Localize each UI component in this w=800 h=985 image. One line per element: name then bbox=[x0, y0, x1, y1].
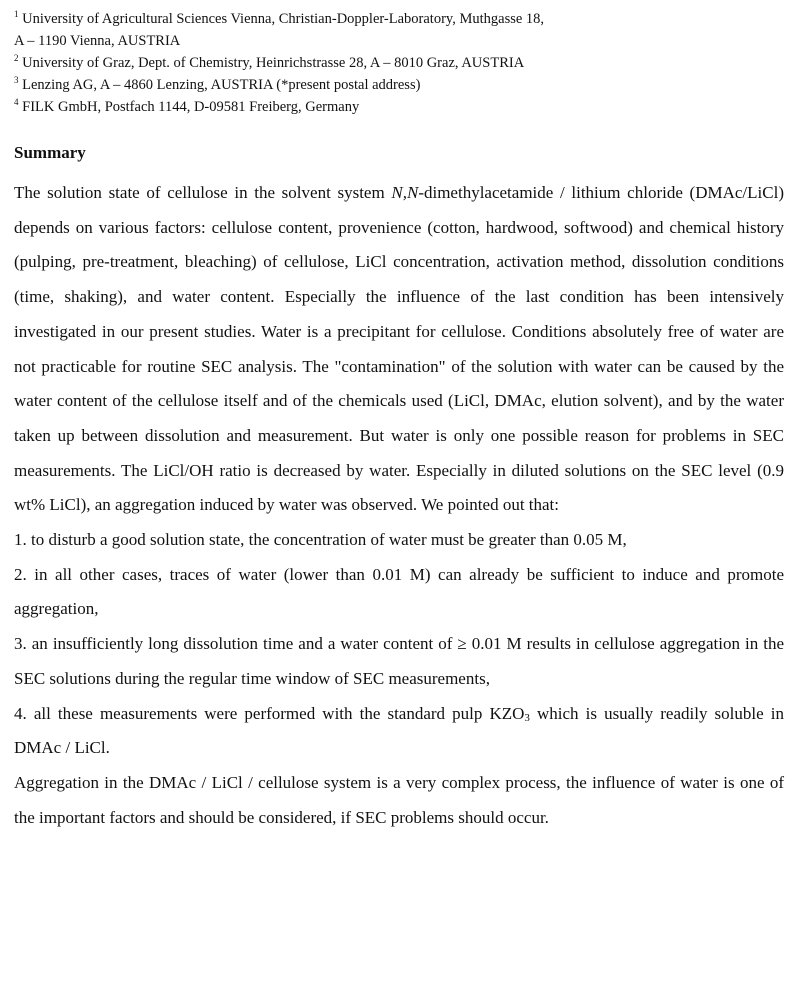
list-item-1 bbox=[14, 523, 784, 558]
list-item-number: 1. bbox=[14, 530, 27, 550]
summary-heading: Summary bbox=[14, 143, 86, 162]
affiliation-text: University of Agricultural Sciences Vienna, Christian-Doppler-Laboratory, Muthgasse 18, bbox=[22, 11, 545, 27]
affiliation-mark: 4 bbox=[14, 97, 19, 107]
list-item-number: 2. bbox=[14, 564, 27, 584]
document-page bbox=[14, 8, 784, 835]
list-item-3 bbox=[14, 627, 784, 696]
affiliation-text: University of Graz, Dept. of Chemistry, Heinrichstrasse 28, A – 8010 Graz, AUSTRIA bbox=[22, 55, 525, 71]
affiliation-2 bbox=[14, 52, 784, 74]
affiliation-4 bbox=[14, 96, 784, 118]
list-item-2 bbox=[14, 558, 784, 627]
affiliation-mark: 2 bbox=[14, 53, 19, 63]
summary-intro-paragraph bbox=[14, 176, 784, 523]
list-item-number: 3. bbox=[14, 634, 27, 654]
summary-closing-paragraph: Aggregation in the DMAc / LiCl / cellulose system is a very complex process, the influence of water is one of the important factors and should be considered, if SEC problems should occur. bbox=[14, 772, 784, 827]
list-item-number: 4. bbox=[14, 703, 27, 723]
list-item-4 bbox=[14, 697, 784, 766]
list-item-text: in all other cases, traces of water (lower than 0.01 M) can already be sufficient to induce and promote aggregation, bbox=[14, 564, 784, 619]
list-item-text: to disturb a good solution state, the concentration of water must be greater than 0.05 M, bbox=[31, 530, 627, 550]
affiliation-1-continued bbox=[14, 30, 784, 52]
affiliation-1 bbox=[14, 8, 784, 30]
affiliation-text: Lenzing AG, A – 4860 Lenzing, AUSTRIA (*present postal address) bbox=[22, 77, 421, 93]
affiliation-3 bbox=[14, 74, 784, 96]
affiliation-mark: 3 bbox=[14, 75, 19, 85]
list-item-text-rest: which is usually readily soluble in DMAc / LiCl. bbox=[14, 703, 784, 758]
intro-text-rest: -dimethylacetamide / lithium chloride (DMAc/LiCl) depends on various factors: cellulose content, provenience (cotton, hardwood, softwood) and chemical history (pulping, pre-treatment, bleaching) of cellulose, LiCl concentration, activation method, dissolution conditions (time, shaking), and water content. Especially the influence of the last condition has been intensively investigated in our present studies. Water is a precipitant for cellulose. Conditions absolutely free of water are not practicable for routine SEC analysis. The "contamination" of the solution with water can be caused by the water content of the cellulose itself and of the chemicals used (LiCl, DMAc, elution solvent), and by the water taken up between dissolution and measurement. But water is only one possible reason for problems in SEC measurements. The LiCl/OH ratio is decreased by water. Especially in diluted solutions on the SEC level (0.9 wt% LiCl), an aggregation induced by water was observed. We pointed out that: bbox=[14, 183, 784, 515]
list-item-text: all these measurements were performed with the standard pulp KZO bbox=[33, 703, 525, 723]
intro-italic-text: N,N bbox=[391, 183, 419, 202]
subscript: 3 bbox=[524, 711, 530, 724]
list-item-text: an insufficiently long dissolution time and a water content of ≥ 0.01 M results in cellulose aggregation in the SEC solutions during the regular time window of SEC measurements, bbox=[14, 634, 784, 688]
affiliation-text: A – 1190 Vienna, AUSTRIA bbox=[14, 33, 181, 49]
intro-text-start: The solution state of cellulose in the solvent system bbox=[14, 183, 392, 202]
affiliations bbox=[14, 8, 784, 118]
affiliation-text: FILK GmbH, Postfach 1144, D-09581 Freiberg, Germany bbox=[22, 99, 360, 115]
affiliation-mark: 1 bbox=[14, 9, 19, 19]
